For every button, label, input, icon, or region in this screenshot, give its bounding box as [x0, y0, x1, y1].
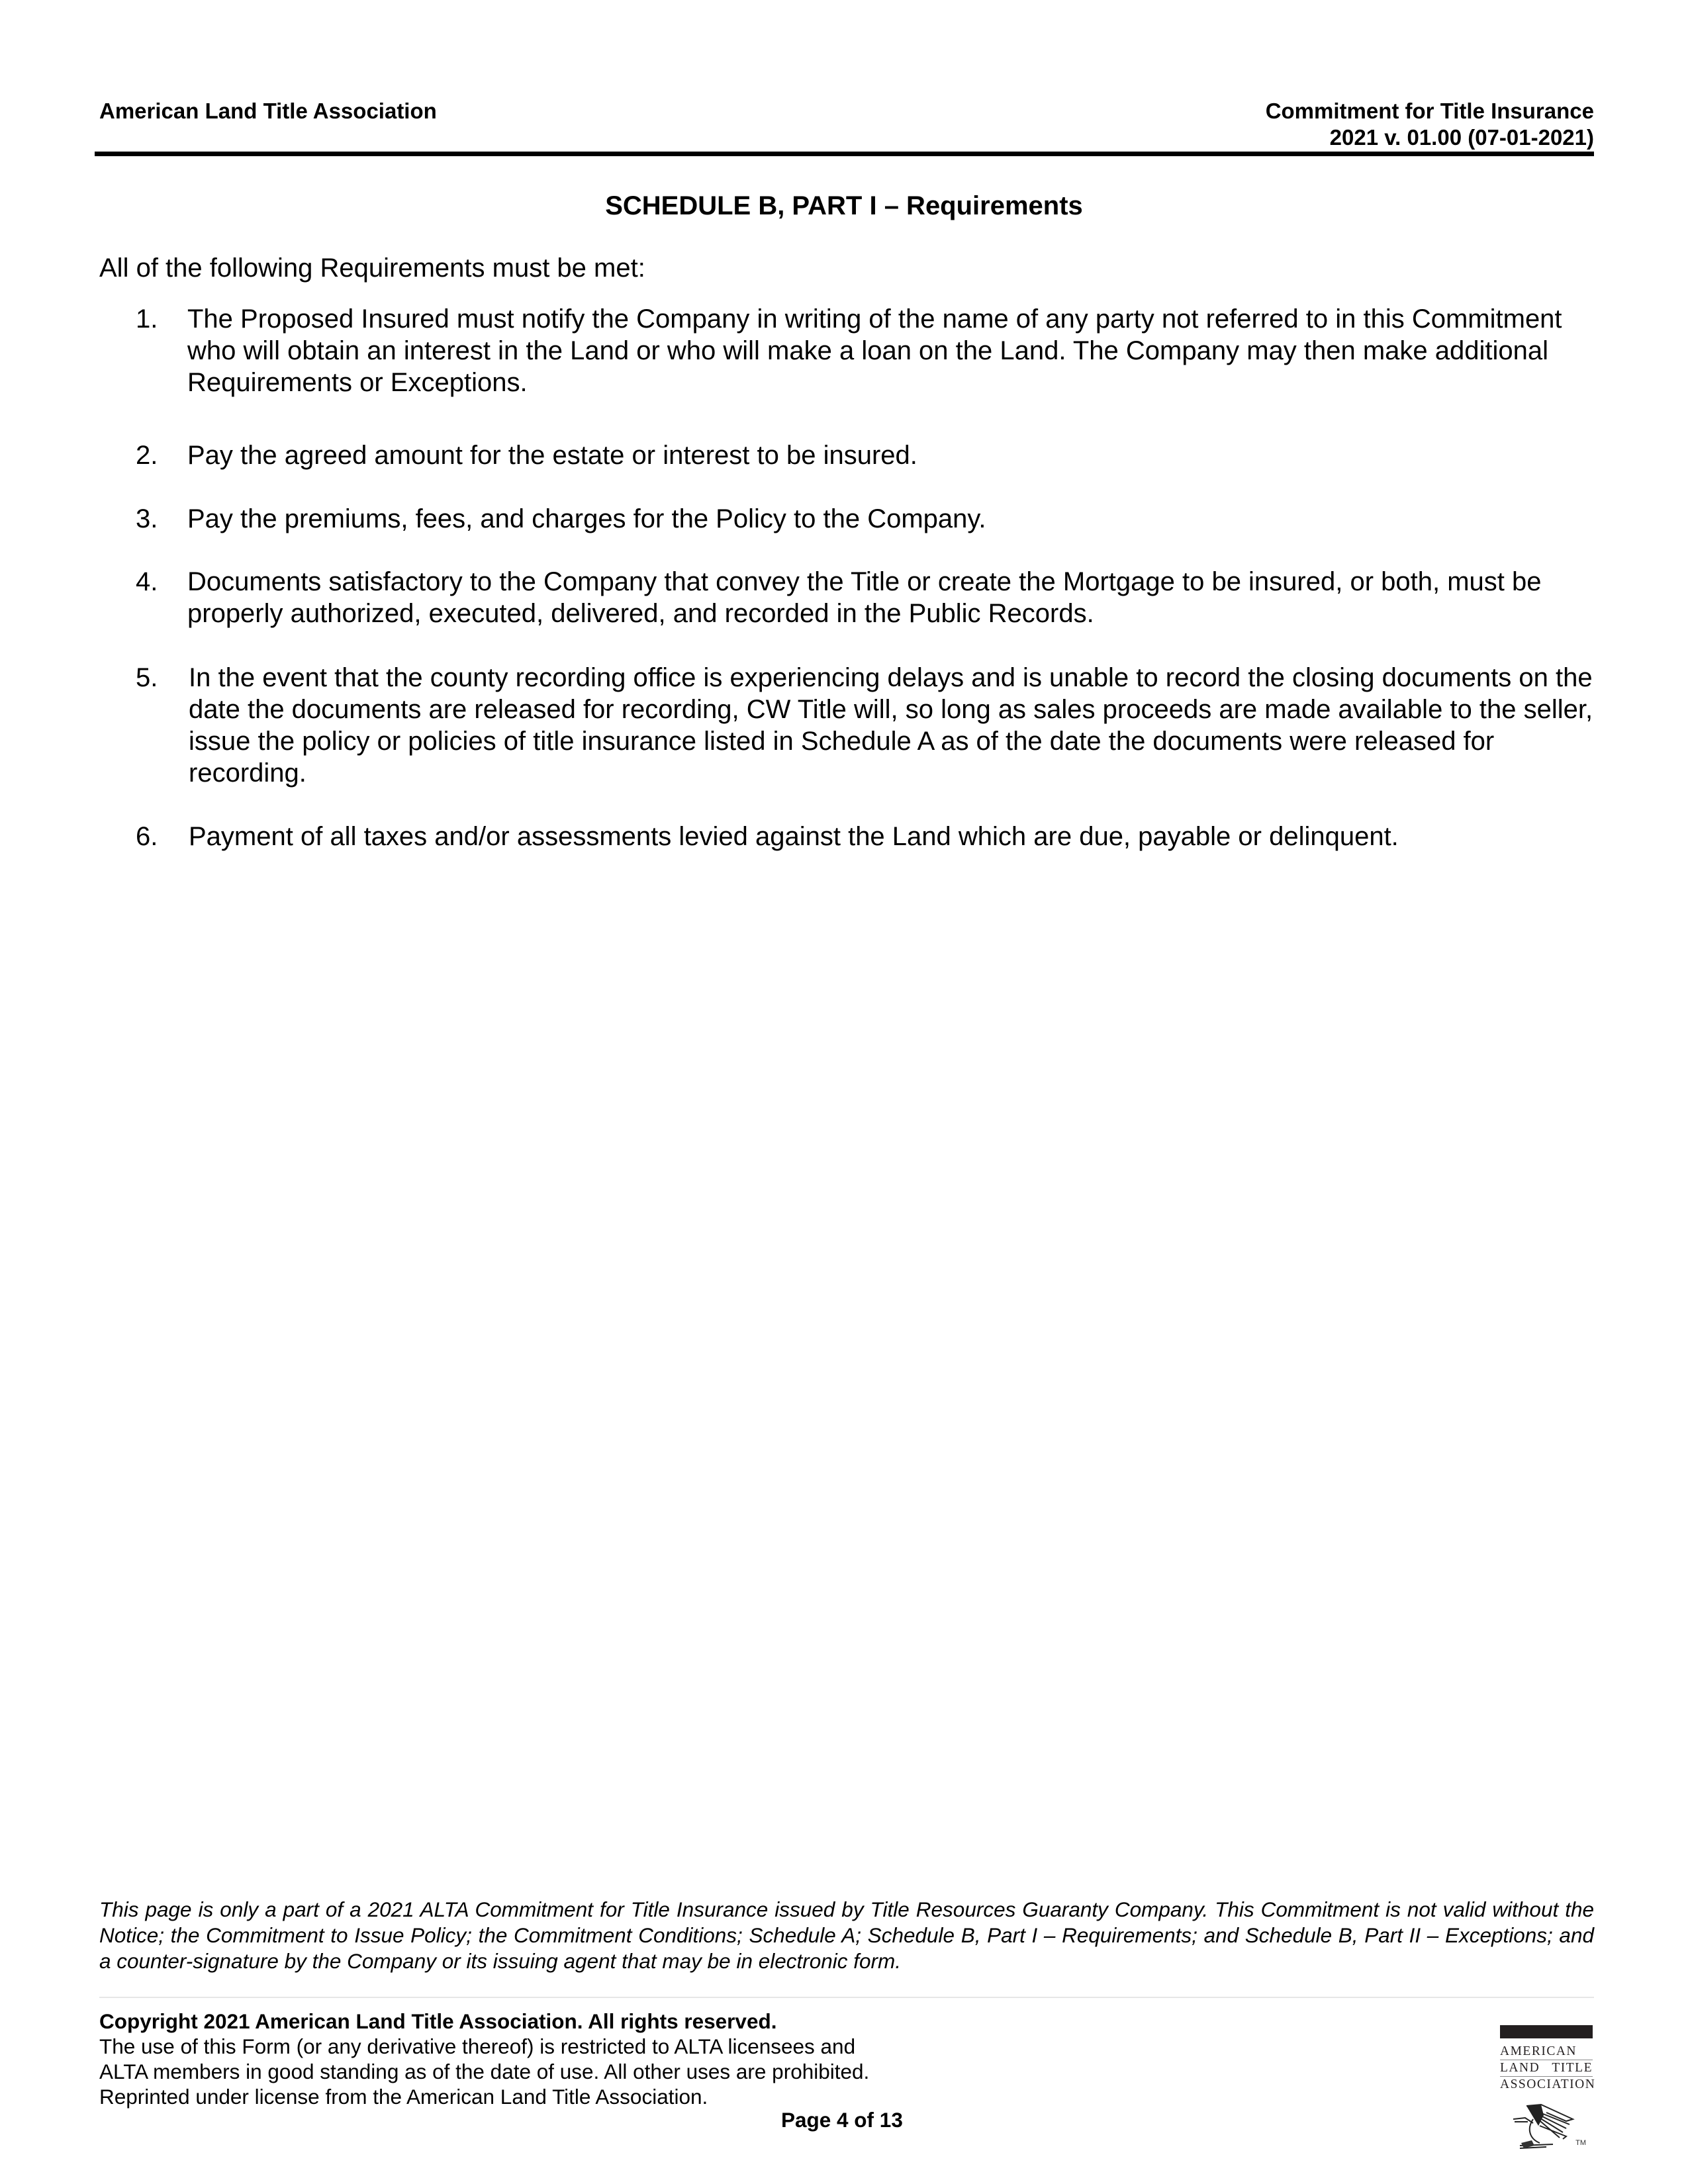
header-form-title — [1266, 98, 1594, 151]
license-text-line-2: ALTA members in good standing as of the date of use. All other uses are prohibited. — [99, 2060, 870, 2083]
footer-validity-notice: This page is only a part of a 2021 ALTA Commitment for Title Insurance issued by Title Resources Guaranty Company. This Commitment is not valid without the Notice; the Commitment to Issue Policy; the Commitment Conditions; Schedule A; Schedule B, Part I – Requirements; and Schedule B, Part II – Exceptions; and a counter-signature by the Company or its issuing agent that may be in electronic form. — [99, 1897, 1594, 1973]
item-number: 1. — [136, 304, 158, 334]
item-number: 6. — [136, 822, 158, 851]
item-number: 3. — [136, 504, 158, 533]
requirement-item-6 — [136, 821, 1599, 852]
header-rule — [95, 152, 1594, 156]
trademark-mark: TM — [1575, 2139, 1586, 2147]
license-text-line-3: Reprinted under license from the American Land Title Association. — [99, 2085, 708, 2109]
header-form-name: Commitment for Title Insurance — [1265, 99, 1594, 123]
item-text: The Proposed Insured must notify the Company in writing of the name of any party not referred to in this Commitment who will obtain an interest in the Land or who will make a loan on the Land. The Company may then make additional Requirements or Exceptions. — [187, 304, 1562, 397]
item-number: 4. — [136, 567, 158, 596]
logo-text-line-2: LAND TITLE — [1500, 2061, 1593, 2075]
requirement-item-5 — [136, 662, 1609, 789]
license-text-line-1: The use of this Form (or any derivative thereof) is restricted to ALTA licensees and — [99, 2034, 856, 2058]
item-number: 5. — [136, 663, 158, 692]
item-text: In the event that the county recording office is experiencing delays and is unable to record the closing documents on the date the documents are released for recording, CW Title will, so long as sales proceeds are made available to the seller, issue the policy or policies of title insurance listed in Schedule A as of the date the documents were released for recording. — [189, 663, 1593, 788]
requirement-item-2 — [136, 439, 1599, 471]
item-text: Pay the premiums, fees, and charges for the Policy to the Company. — [187, 504, 986, 533]
item-text: Pay the agreed amount for the estate or interest to be insured. — [187, 441, 917, 470]
logo-text-line-3: ASSOCIATION — [1500, 2077, 1596, 2091]
item-text: Documents satisfactory to the Company that convey the Title or create the Mortgage to be insured, or both, must be properly authorized, executed, delivered, and recorded in the Public Records. — [187, 567, 1542, 628]
alta-logo — [1500, 2025, 1596, 2152]
requirement-item-4 — [136, 566, 1599, 629]
header-form-version: 2021 v. 01.00 (07-01-2021) — [1329, 125, 1594, 150]
item-text: Payment of all taxes and/or assessments levied against the Land which are due, payable or delinquent. — [189, 822, 1399, 851]
intro-text: All of the following Requirements must be met: — [99, 253, 645, 283]
footer-divider — [99, 1997, 1594, 1998]
logo-bar — [1500, 2025, 1593, 2038]
logo-text-line-1: AMERICAN — [1500, 2044, 1577, 2058]
eagle-icon — [1500, 2099, 1593, 2152]
requirement-item-3 — [136, 503, 1599, 535]
copyright-block — [99, 2009, 869, 2109]
page-number: Page 4 of 13 — [781, 2108, 903, 2132]
header-organization: American Land Title Association — [99, 99, 437, 123]
copyright-text: Copyright 2021 American Land Title Association. All rights reserved. — [99, 2009, 777, 2033]
page-title: SCHEDULE B, PART I – Requirements — [605, 191, 1083, 220]
requirement-item-1 — [136, 303, 1599, 398]
item-number: 2. — [136, 441, 158, 470]
